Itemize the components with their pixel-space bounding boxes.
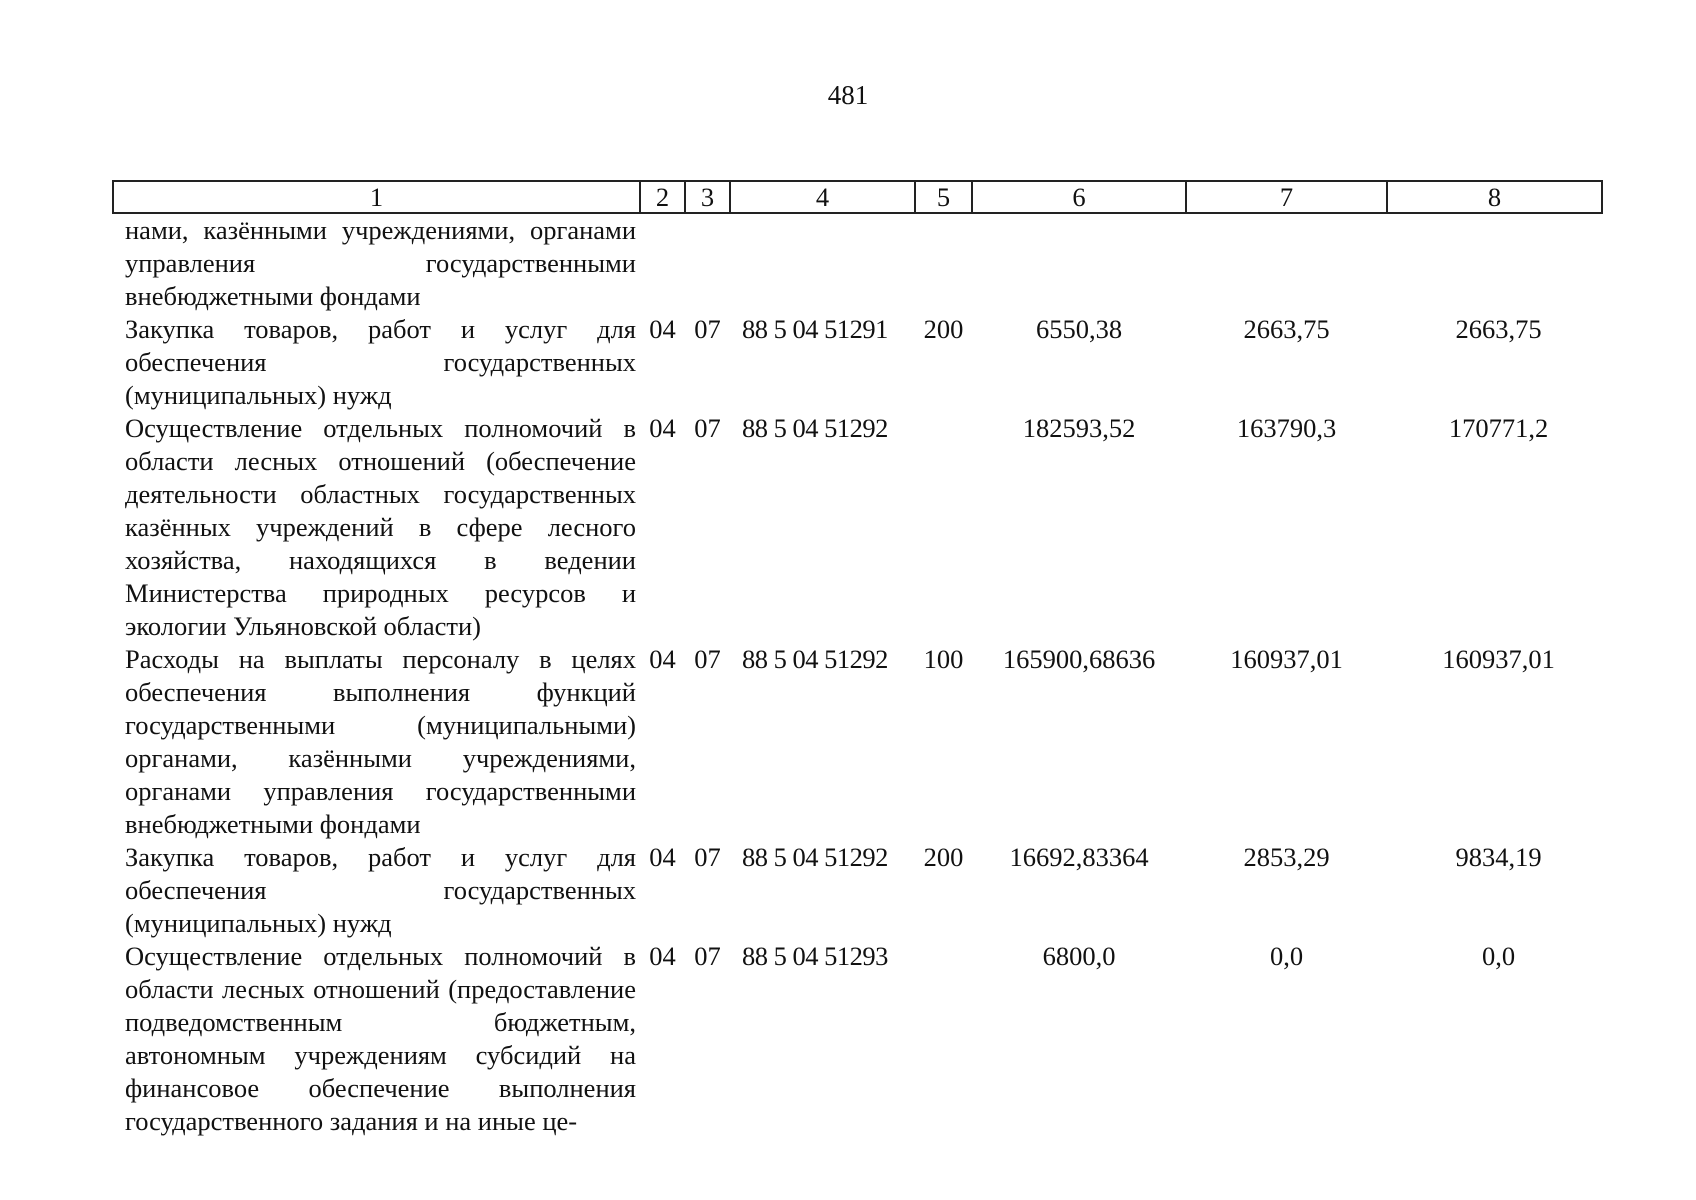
table-row xyxy=(113,213,1602,313)
row-amount-7: 2663,75 xyxy=(1243,314,1330,344)
budget-table xyxy=(112,180,1603,1138)
row-description: Закупка товаров, работ и услуг для обеспечения государственных (муниципальных) нужд xyxy=(125,842,636,938)
row-description: Осуществление отдельных полномочий в области лесных отношений (обеспечение деятельности областных государственных казённых учреждений в сфере лесного хозяйства, находящихся в ведении Министерства природных ресурсов и экологии Ульяновской области) xyxy=(125,413,636,641)
row-section-code: 04 xyxy=(649,941,676,971)
row-expense-type: 200 xyxy=(923,314,964,344)
budget-sheet xyxy=(112,180,1601,1138)
row-amount-7: 2853,29 xyxy=(1243,842,1330,872)
table-header xyxy=(113,181,1602,213)
row-amount-7: 0,0 xyxy=(1269,941,1304,971)
row-expense-type xyxy=(915,412,972,643)
row-subsection-code: 07 xyxy=(694,314,721,344)
header-row xyxy=(113,181,1602,213)
row-amount-6: 182593,52 xyxy=(1022,413,1136,443)
row-expense-type: 100 xyxy=(923,644,964,674)
row-amount-8: 170771,2 xyxy=(1448,413,1549,443)
row-target-code: 88 5 04 51292 xyxy=(742,644,888,674)
row-section-code: 04 xyxy=(649,842,676,872)
row-section-code: 04 xyxy=(649,413,676,443)
row-description: Закупка товаров, работ и услуг для обеспечения государственных (муниципальных) нужд xyxy=(125,314,636,410)
row-description: Осуществление отдельных полномочий в области лесных отношений (предоставление подведомственным бюджетным, автономным учреждениям субсидий на финансовое обеспечение выполнения государственного задания и на иные це- xyxy=(125,941,636,1136)
row-section-code: 04 xyxy=(649,314,676,344)
row-target-code xyxy=(730,213,915,313)
column-header-6: 6 xyxy=(972,181,1186,213)
table-row xyxy=(113,412,1602,643)
row-expense-type xyxy=(915,213,972,313)
row-section-code xyxy=(640,213,685,313)
column-header-3: 3 xyxy=(685,181,730,213)
column-header-7: 7 xyxy=(1186,181,1387,213)
row-target-code: 88 5 04 51293 xyxy=(742,941,888,971)
row-amount-8: 0,0 xyxy=(1481,941,1516,971)
row-amount-6: 165900,68636 xyxy=(1002,644,1156,674)
table-row xyxy=(113,643,1602,841)
row-amount-7: 160937,01 xyxy=(1230,644,1343,674)
row-subsection-code: 07 xyxy=(694,941,721,971)
row-expense-type xyxy=(915,940,972,1138)
row-amount-8: 160937,01 xyxy=(1442,644,1555,674)
row-amount-8: 2663,75 xyxy=(1455,314,1542,344)
table-row xyxy=(113,940,1602,1138)
table-row xyxy=(113,313,1602,412)
table-row xyxy=(113,841,1602,940)
row-amount-6: 16692,83364 xyxy=(1009,842,1149,872)
column-header-4: 4 xyxy=(730,181,915,213)
row-subsection-code xyxy=(685,213,730,313)
row-target-code: 88 5 04 51292 xyxy=(742,842,888,872)
row-amount-8 xyxy=(1387,213,1602,313)
row-amount-7: 163790,3 xyxy=(1236,413,1337,443)
row-amount-6: 6800,0 xyxy=(1042,941,1116,971)
page-number: 481 xyxy=(827,80,869,110)
row-section-code: 04 xyxy=(649,644,676,674)
row-subsection-code: 07 xyxy=(694,413,721,443)
row-description: нами, казёнными учреждениями, органами управления государственными внебюджетными фондами xyxy=(125,215,636,311)
column-header-2: 2 xyxy=(640,181,685,213)
row-description: Расходы на выплаты персоналу в целях обеспечения выполнения функций государственными (муниципальными) органами, казёнными учреждениями, органами управления государственными внебюджетными фондами xyxy=(125,644,636,839)
row-target-code: 88 5 04 51292 xyxy=(742,413,888,443)
row-amount-7 xyxy=(1186,213,1387,313)
row-expense-type: 200 xyxy=(923,842,964,872)
column-header-8: 8 xyxy=(1387,181,1602,213)
row-target-code: 88 5 04 51291 xyxy=(742,314,888,344)
row-subsection-code: 07 xyxy=(694,842,721,872)
row-amount-6: 6550,38 xyxy=(1035,314,1123,344)
row-amount-8: 9834,19 xyxy=(1455,842,1542,872)
row-subsection-code: 07 xyxy=(694,644,721,674)
column-header-1: 1 xyxy=(113,181,640,213)
table-body xyxy=(113,213,1602,1138)
row-amount-6 xyxy=(972,213,1186,313)
column-header-5: 5 xyxy=(915,181,972,213)
